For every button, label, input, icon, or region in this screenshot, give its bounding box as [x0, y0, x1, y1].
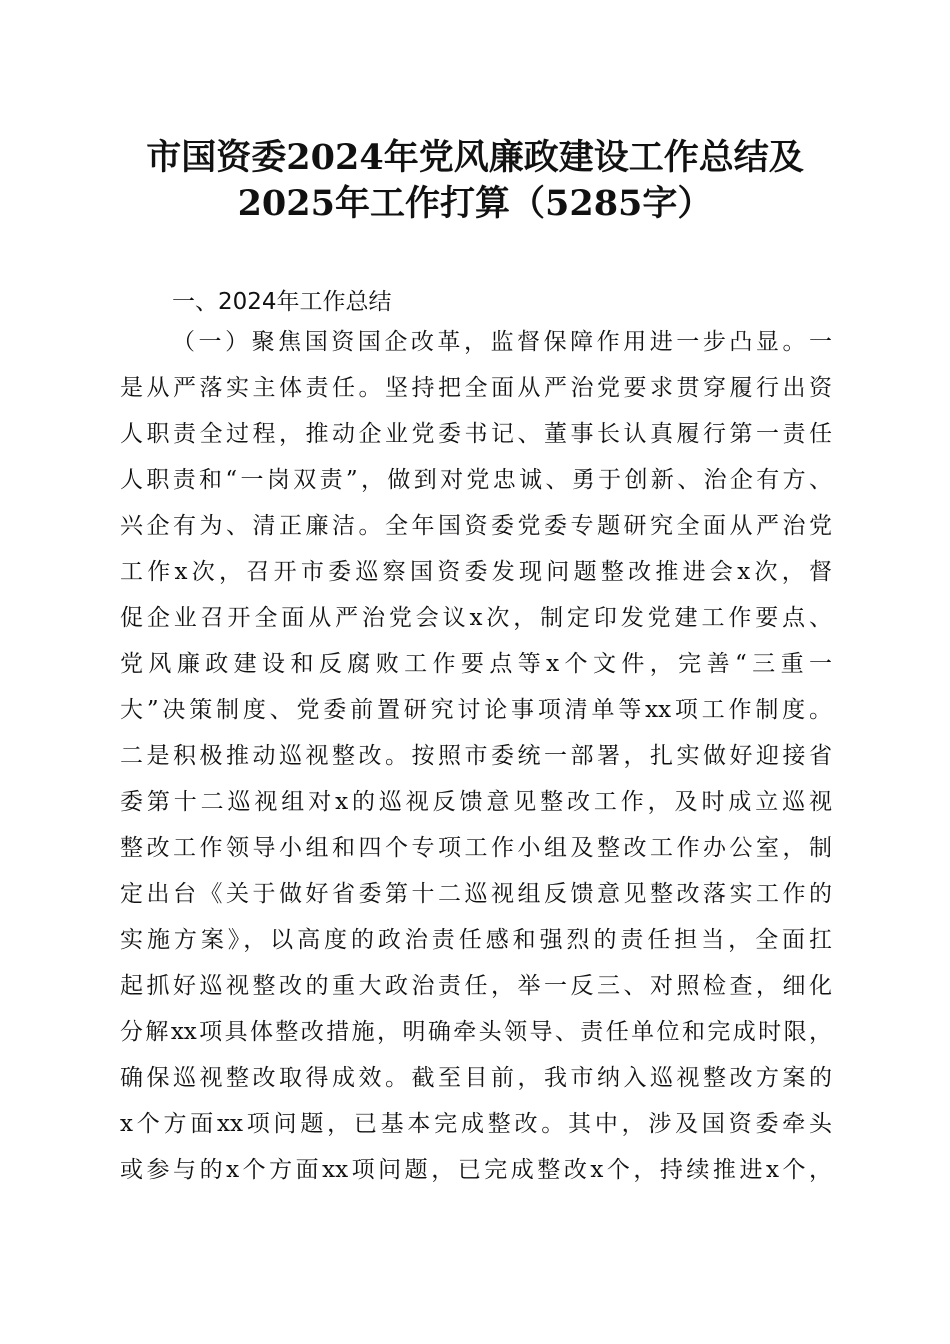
- section-heading: 一、2024年工作总结: [172, 289, 392, 315]
- body-line: 工作x次，召开市委巡察国资委发现问题整改推进会x次，督: [120, 559, 832, 585]
- body-line: 整改工作领导小组和四个专项工作小组及整改工作办公室，制: [120, 835, 832, 861]
- body-line: 委第十二巡视组对x的巡视反馈意见整改工作，及时成立巡视: [120, 789, 832, 815]
- body-line: 实施方案》，以高度的政治责任感和强烈的责任担当，全面扛: [120, 927, 832, 953]
- body-line: 二是积极推动巡视整改。按照市委统一部署，扎实做好迎接省: [120, 743, 832, 769]
- document-title-line-1: 市国资委2024年党风廉政建设工作总结及: [146, 137, 804, 178]
- body-line: 兴企有为、清正廉洁。全年国资委党委专题研究全面从严治党: [120, 513, 832, 539]
- body-line: 起抓好巡视整改的重大政治责任，举一反三、对照检查，细化: [120, 973, 832, 999]
- body-line: 人职责和“一岗双责”，做到对党忠诚、勇于创新、治企有方、: [120, 467, 832, 493]
- body-line: x个方面xx项问题，已基本完成整改。其中，涉及国资委牵头: [120, 1111, 832, 1137]
- body-line: 分解xx项具体整改措施，明确牵头领导、责任单位和完成时限，: [120, 1019, 832, 1045]
- body-line: 是从严落实主体责任。坚持把全面从严治党要求贯穿履行出资: [120, 375, 832, 401]
- body-line: （一）聚焦国资国企改革，监督保障作用进一步凸显。一: [172, 329, 832, 355]
- body-line: 大”决策制度、党委前置研究讨论事项清单等xx项工作制度。: [120, 697, 832, 723]
- body-line: 党风廉政建设和反腐败工作要点等x个文件，完善“三重一: [120, 651, 832, 677]
- body-line: 确保巡视整改取得成效。截至目前，我市纳入巡视整改方案的: [120, 1065, 832, 1091]
- document-title-line-2: 2025年工作打算（5285字）: [237, 183, 713, 224]
- body-line: 定出台《关于做好省委第十二巡视组反馈意见整改落实工作的: [120, 881, 832, 907]
- body-line: 或参与的x个方面xx项问题，已完成整改x个，持续推进x个，: [120, 1157, 832, 1183]
- body-line: 人职责全过程，推动企业党委书记、董事长认真履行第一责任: [120, 421, 832, 447]
- body-line: 促企业召开全面从严治党会议x次，制定印发党建工作要点、: [120, 605, 832, 631]
